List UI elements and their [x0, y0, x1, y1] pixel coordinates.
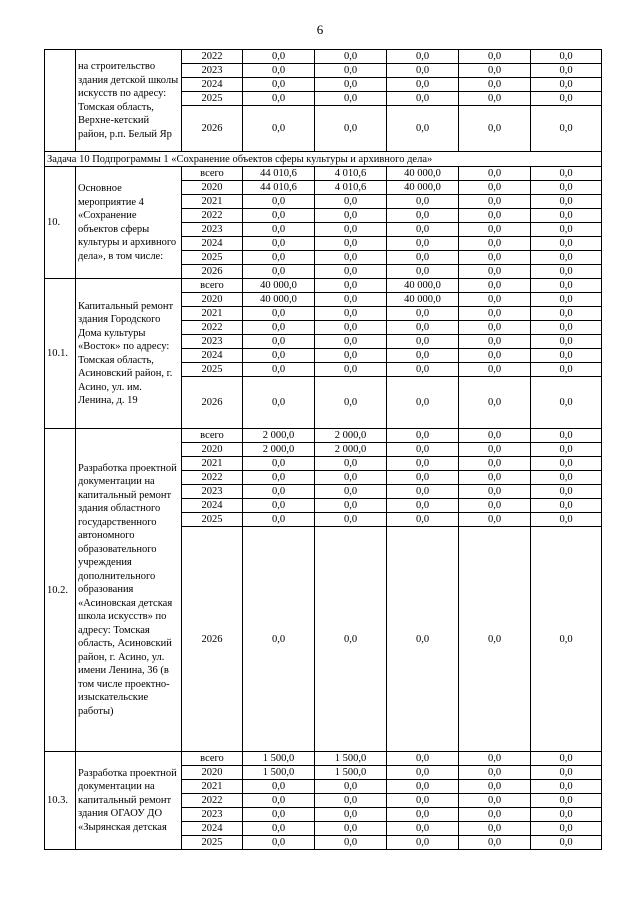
value-cell: 0,0 [243, 64, 315, 78]
page-number: 6 [316, 22, 324, 37]
value-cell: 0,0 [459, 752, 531, 766]
value-cell: 0,0 [243, 377, 315, 429]
year-cell: 2022 [182, 471, 243, 485]
value-cell: 0,0 [387, 794, 459, 808]
value-cell: 0,0 [459, 195, 531, 209]
value-cell: 0,0 [531, 78, 602, 92]
year-cell: 2026 [182, 106, 243, 152]
value-cell: 0,0 [243, 780, 315, 794]
year-cell: 2025 [182, 251, 243, 265]
value-cell: 0,0 [459, 527, 531, 752]
value-cell: 0,0 [459, 92, 531, 106]
value-cell: 0,0 [387, 223, 459, 237]
value-cell: 0,0 [315, 349, 387, 363]
value-cell: 0,0 [531, 106, 602, 152]
value-cell: 0,0 [315, 321, 387, 335]
value-cell: 0,0 [243, 363, 315, 377]
value-cell: 0,0 [243, 499, 315, 513]
value-cell: 1 500,0 [315, 766, 387, 780]
value-cell: 2 000,0 [243, 443, 315, 457]
value-cell: 0,0 [243, 527, 315, 752]
year-cell: 2025 [182, 836, 243, 850]
value-cell: 0,0 [243, 78, 315, 92]
budget-table-body [45, 50, 602, 850]
value-cell: 0,0 [315, 499, 387, 513]
value-cell: 0,0 [531, 794, 602, 808]
value-cell: 0,0 [387, 92, 459, 106]
value-cell: 0,0 [243, 349, 315, 363]
value-cell: 44 010,6 [243, 167, 315, 181]
value-cell: 0,0 [315, 780, 387, 794]
year-cell: 2024 [182, 237, 243, 251]
value-cell: 0,0 [459, 836, 531, 850]
value-cell: 0,0 [459, 265, 531, 279]
value-cell: 0,0 [243, 92, 315, 106]
value-cell: 0,0 [387, 808, 459, 822]
year-cell: 2025 [182, 363, 243, 377]
value-cell: 0,0 [387, 527, 459, 752]
value-cell: 0,0 [531, 752, 602, 766]
value-cell: 0,0 [531, 321, 602, 335]
value-cell: 0,0 [459, 181, 531, 195]
value-cell: 1 500,0 [243, 766, 315, 780]
year-cell: 2026 [182, 377, 243, 429]
value-cell: 0,0 [315, 50, 387, 64]
value-cell: 0,0 [387, 471, 459, 485]
table-row [45, 279, 602, 293]
year-cell: 2024 [182, 822, 243, 836]
value-cell: 0,0 [387, 485, 459, 499]
value-cell: 0,0 [531, 377, 602, 429]
year-cell: 2023 [182, 485, 243, 499]
value-cell: 0,0 [243, 485, 315, 499]
value-cell: 0,0 [531, 307, 602, 321]
value-cell: 2 000,0 [243, 429, 315, 443]
value-cell: 0,0 [387, 64, 459, 78]
value-cell: 0,0 [459, 377, 531, 429]
table-row [45, 429, 602, 443]
value-cell: 0,0 [459, 64, 531, 78]
year-cell: всего [182, 752, 243, 766]
value-cell: 0,0 [459, 335, 531, 349]
value-cell: 0,0 [243, 321, 315, 335]
value-cell: 0,0 [387, 766, 459, 780]
item-description: Капитальный ремонт здания Городского Дома культуры «Восток» по адресу: Томская область, Асиновский район, г. Асино, ул. им. Ленина, д. 19 [76, 279, 182, 429]
item-number: 10.1. [45, 279, 76, 429]
year-cell: 2020 [182, 766, 243, 780]
value-cell: 0,0 [531, 279, 602, 293]
value-cell: 0,0 [387, 363, 459, 377]
value-cell: 0,0 [315, 335, 387, 349]
value-cell: 0,0 [531, 223, 602, 237]
value-cell: 0,0 [387, 457, 459, 471]
task-heading: Задача 10 Подпрограммы 1 «Сохранение объектов сферы культуры и архивного дела» [45, 152, 602, 167]
value-cell: 0,0 [531, 527, 602, 752]
value-cell: 0,0 [315, 363, 387, 377]
year-cell: 2026 [182, 527, 243, 752]
value-cell: 0,0 [315, 251, 387, 265]
value-cell: 0,0 [243, 106, 315, 152]
year-cell: всего [182, 279, 243, 293]
value-cell: 0,0 [387, 443, 459, 457]
value-cell: 0,0 [531, 429, 602, 443]
year-cell: 2022 [182, 321, 243, 335]
value-cell: 0,0 [387, 349, 459, 363]
value-cell: 0,0 [459, 50, 531, 64]
value-cell: 0,0 [387, 307, 459, 321]
item-description: Основное мероприятие 4 «Сохранение объектов сферы культуры и архивного дела», в том числе: [76, 167, 182, 279]
value-cell: 0,0 [531, 50, 602, 64]
year-cell: 2024 [182, 349, 243, 363]
value-cell: 0,0 [243, 237, 315, 251]
value-cell: 0,0 [387, 822, 459, 836]
table-row [45, 50, 602, 64]
value-cell: 0,0 [243, 195, 315, 209]
value-cell: 0,0 [387, 50, 459, 64]
value-cell: 0,0 [243, 471, 315, 485]
value-cell: 2 000,0 [315, 443, 387, 457]
value-cell: 0,0 [459, 237, 531, 251]
value-cell: 40 000,0 [243, 279, 315, 293]
value-cell: 0,0 [531, 293, 602, 307]
value-cell: 0,0 [459, 513, 531, 527]
value-cell: 0,0 [243, 251, 315, 265]
value-cell: 0,0 [459, 429, 531, 443]
year-cell: 2021 [182, 195, 243, 209]
value-cell: 0,0 [387, 195, 459, 209]
value-cell: 0,0 [459, 279, 531, 293]
value-cell: 0,0 [315, 78, 387, 92]
value-cell: 0,0 [531, 92, 602, 106]
item-description: Разработка проектной документации на капитальный ремонт здания областного государственного автономного образовательного учреждения дополнительного образования «Асиновская детская школа искусств» по адресу: Томская область, Асиновский район, г. Асино, ул. имени Ленина, 36 (в том числе проектно-изыскательские работы) [76, 429, 182, 752]
value-cell: 0,0 [459, 307, 531, 321]
value-cell: 0,0 [387, 78, 459, 92]
value-cell: 0,0 [315, 513, 387, 527]
value-cell: 0,0 [531, 195, 602, 209]
value-cell: 0,0 [531, 513, 602, 527]
value-cell: 0,0 [459, 293, 531, 307]
value-cell: 0,0 [315, 836, 387, 850]
value-cell: 0,0 [459, 766, 531, 780]
value-cell: 0,0 [315, 265, 387, 279]
value-cell: 0,0 [243, 209, 315, 223]
value-cell: 0,0 [243, 822, 315, 836]
value-cell: 0,0 [459, 349, 531, 363]
value-cell: 0,0 [387, 429, 459, 443]
value-cell: 0,0 [315, 822, 387, 836]
year-cell: 2021 [182, 307, 243, 321]
value-cell: 0,0 [531, 251, 602, 265]
value-cell: 0,0 [459, 457, 531, 471]
value-cell: 0,0 [459, 443, 531, 457]
value-cell: 0,0 [459, 822, 531, 836]
value-cell: 0,0 [459, 485, 531, 499]
value-cell: 40 000,0 [387, 293, 459, 307]
year-cell: 2026 [182, 265, 243, 279]
value-cell: 0,0 [531, 836, 602, 850]
item-description: Разработка проектной документации на капитальный ремонт здания ОГАОУ ДО «Зырянская детская [76, 752, 182, 850]
value-cell: 0,0 [315, 106, 387, 152]
value-cell: 0,0 [459, 499, 531, 513]
value-cell: 0,0 [459, 209, 531, 223]
value-cell: 0,0 [531, 237, 602, 251]
value-cell: 0,0 [315, 307, 387, 321]
value-cell: 0,0 [315, 279, 387, 293]
item-number [45, 50, 76, 152]
value-cell: 0,0 [243, 223, 315, 237]
value-cell: 0,0 [459, 223, 531, 237]
task-row [45, 152, 602, 167]
value-cell: 0,0 [387, 265, 459, 279]
year-cell: 2025 [182, 513, 243, 527]
year-cell: 2020 [182, 181, 243, 195]
value-cell: 0,0 [387, 377, 459, 429]
year-cell: 2022 [182, 50, 243, 64]
value-cell: 4 010,6 [315, 181, 387, 195]
year-cell: 2023 [182, 335, 243, 349]
value-cell: 0,0 [387, 209, 459, 223]
value-cell: 0,0 [243, 307, 315, 321]
value-cell: 0,0 [531, 443, 602, 457]
value-cell: 0,0 [459, 106, 531, 152]
value-cell: 0,0 [531, 349, 602, 363]
value-cell: 0,0 [243, 808, 315, 822]
value-cell: 0,0 [315, 237, 387, 251]
value-cell: 1 500,0 [315, 752, 387, 766]
value-cell: 44 010,6 [243, 181, 315, 195]
value-cell: 40 000,0 [387, 167, 459, 181]
value-cell: 0,0 [459, 794, 531, 808]
value-cell: 0,0 [531, 822, 602, 836]
value-cell: 0,0 [459, 251, 531, 265]
value-cell: 0,0 [531, 808, 602, 822]
value-cell: 0,0 [459, 471, 531, 485]
value-cell: 0,0 [531, 485, 602, 499]
value-cell: 0,0 [531, 499, 602, 513]
value-cell: 0,0 [243, 335, 315, 349]
year-cell: 2022 [182, 794, 243, 808]
value-cell: 0,0 [387, 106, 459, 152]
value-cell: 0,0 [531, 335, 602, 349]
value-cell: 0,0 [459, 167, 531, 181]
value-cell: 2 000,0 [315, 429, 387, 443]
year-cell: 2023 [182, 223, 243, 237]
value-cell: 0,0 [315, 223, 387, 237]
value-cell: 0,0 [315, 64, 387, 78]
year-cell: 2020 [182, 443, 243, 457]
value-cell: 0,0 [315, 527, 387, 752]
value-cell: 0,0 [531, 64, 602, 78]
value-cell: 0,0 [243, 457, 315, 471]
item-number: 10.3. [45, 752, 76, 850]
item-number: 10. [45, 167, 76, 279]
value-cell: 40 000,0 [387, 181, 459, 195]
year-cell: 2021 [182, 457, 243, 471]
value-cell: 0,0 [531, 209, 602, 223]
value-cell: 0,0 [531, 181, 602, 195]
value-cell: 4 010,6 [315, 167, 387, 181]
value-cell: 0,0 [315, 293, 387, 307]
value-cell: 0,0 [531, 363, 602, 377]
value-cell: 0,0 [387, 251, 459, 265]
item-number: 10.2. [45, 429, 76, 752]
value-cell: 0,0 [387, 513, 459, 527]
value-cell: 0,0 [315, 377, 387, 429]
year-cell: 2023 [182, 808, 243, 822]
table-row [45, 167, 602, 181]
value-cell: 40 000,0 [387, 279, 459, 293]
value-cell: 0,0 [243, 836, 315, 850]
value-cell: 0,0 [315, 794, 387, 808]
table-row [45, 752, 602, 766]
value-cell: 0,0 [387, 752, 459, 766]
year-cell: всего [182, 167, 243, 181]
value-cell: 0,0 [387, 780, 459, 794]
year-cell: 2021 [182, 780, 243, 794]
value-cell: 0,0 [531, 780, 602, 794]
value-cell: 0,0 [459, 363, 531, 377]
value-cell: 0,0 [531, 265, 602, 279]
value-cell: 0,0 [243, 513, 315, 527]
value-cell: 0,0 [315, 209, 387, 223]
value-cell: 0,0 [531, 457, 602, 471]
value-cell: 0,0 [387, 321, 459, 335]
value-cell: 0,0 [243, 265, 315, 279]
value-cell: 0,0 [387, 836, 459, 850]
value-cell: 0,0 [243, 794, 315, 808]
value-cell: 0,0 [459, 321, 531, 335]
value-cell: 0,0 [243, 50, 315, 64]
value-cell: 0,0 [315, 457, 387, 471]
value-cell: 0,0 [315, 471, 387, 485]
value-cell: 0,0 [459, 780, 531, 794]
year-cell: 2025 [182, 92, 243, 106]
value-cell: 40 000,0 [243, 293, 315, 307]
year-cell: всего [182, 429, 243, 443]
value-cell: 0,0 [315, 808, 387, 822]
value-cell: 0,0 [315, 92, 387, 106]
year-cell: 2023 [182, 64, 243, 78]
value-cell: 1 500,0 [243, 752, 315, 766]
year-cell: 2024 [182, 78, 243, 92]
value-cell: 0,0 [387, 335, 459, 349]
value-cell: 0,0 [531, 167, 602, 181]
value-cell: 0,0 [459, 78, 531, 92]
value-cell: 0,0 [459, 808, 531, 822]
item-description: на строительство здания детской школы искусств по адресу: Томская область, Верхне-кетский район, р.п. Белый Яр [76, 50, 182, 152]
value-cell: 0,0 [531, 471, 602, 485]
value-cell: 0,0 [531, 766, 602, 780]
value-cell: 0,0 [315, 195, 387, 209]
value-cell: 0,0 [387, 237, 459, 251]
year-cell: 2022 [182, 209, 243, 223]
year-cell: 2024 [182, 499, 243, 513]
value-cell: 0,0 [315, 485, 387, 499]
budget-table [44, 49, 602, 850]
value-cell: 0,0 [387, 499, 459, 513]
year-cell: 2020 [182, 293, 243, 307]
